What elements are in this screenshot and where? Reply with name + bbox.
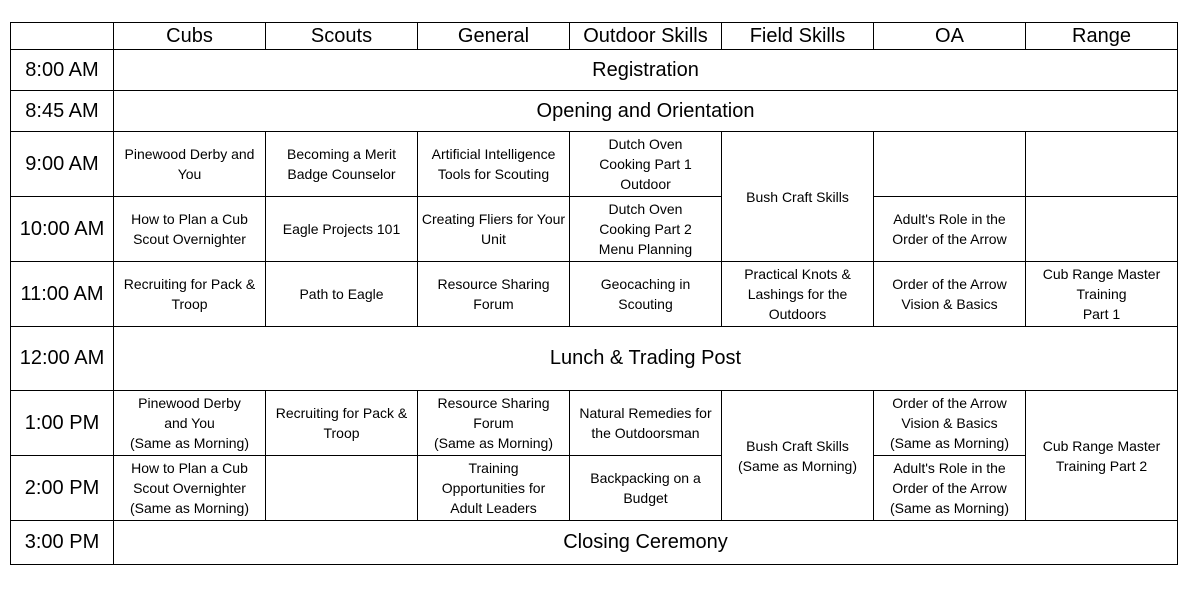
session-cell: Eagle Projects 101 — [266, 197, 418, 262]
empty-cell — [1026, 132, 1178, 197]
row-1200 — [11, 327, 1178, 391]
session-text: Dutch Oven Cooking Part 1 Outdoor — [599, 136, 692, 192]
row-800 — [11, 50, 1178, 91]
empty-cell — [1026, 197, 1178, 262]
row-1000 — [11, 197, 1178, 262]
column-header-range: Range — [1026, 23, 1178, 50]
column-header-field-skills: Field Skills — [722, 23, 874, 50]
session-cell — [114, 456, 266, 521]
session-text: Order of the Arrow Vision & Basics (Same as Morning) — [889, 395, 1010, 451]
row-100 — [11, 391, 1178, 456]
row-200 — [11, 456, 1178, 521]
registration-cell: Registration — [114, 50, 1178, 91]
session-cell — [1026, 262, 1178, 327]
row-1100 — [11, 262, 1178, 327]
lunch-cell: Lunch & Trading Post — [114, 327, 1178, 391]
time-cell: 8:00 AM — [11, 50, 114, 91]
column-header-outdoor-skills: Outdoor Skills — [570, 23, 722, 50]
session-cell — [114, 391, 266, 456]
session-cell: Practical Knots & Lashings for the Outdoors — [722, 262, 874, 327]
session-cell: Natural Remedies for the Outdoorsman — [570, 391, 722, 456]
session-text: Pinewood Derby and You (Same as Morning) — [129, 395, 250, 451]
column-header-cubs: Cubs — [114, 23, 266, 50]
time-cell: 1:00 PM — [11, 391, 114, 456]
session-cell: Artificial Intelligence Tools for Scouting — [418, 132, 570, 197]
session-cell: Resource Sharing Forum — [418, 262, 570, 327]
session-cell: Bush Craft Skills — [722, 132, 874, 262]
session-text: How to Plan a Cub Scout Overnighter (Same as Morning) — [129, 460, 250, 516]
session-cell — [722, 391, 874, 521]
session-cell: Path to Eagle — [266, 262, 418, 327]
session-cell — [570, 132, 722, 197]
session-cell: Recruiting for Pack & Troop — [114, 262, 266, 327]
session-cell — [874, 456, 1026, 521]
session-cell: Recruiting for Pack & Troop — [266, 391, 418, 456]
session-text: Bush Craft Skills (Same as Morning) — [737, 437, 858, 474]
session-cell: Adult's Role in the Order of the Arrow — [874, 197, 1026, 262]
corner-cell — [11, 23, 114, 50]
time-cell: 9:00 AM — [11, 132, 114, 197]
session-cell — [418, 391, 570, 456]
session-cell — [874, 391, 1026, 456]
empty-cell — [266, 456, 418, 521]
session-cell — [570, 197, 722, 262]
time-cell: 8:45 AM — [11, 91, 114, 132]
session-cell: Becoming a Merit Badge Counselor — [266, 132, 418, 197]
empty-cell — [874, 132, 1026, 197]
closing-cell: Closing Ceremony — [114, 521, 1178, 565]
column-header-scouts: Scouts — [266, 23, 418, 50]
row-900 — [11, 132, 1178, 197]
session-cell — [418, 456, 570, 521]
column-header-general: General — [418, 23, 570, 50]
column-header-oa: OA — [874, 23, 1026, 50]
session-cell: Backpacking on a Budget — [570, 456, 722, 521]
session-cell: Pinewood Derby and You — [114, 132, 266, 197]
row-300 — [11, 521, 1178, 565]
time-cell: 10:00 AM — [11, 197, 114, 262]
schedule-table — [10, 22, 1178, 565]
time-cell: 11:00 AM — [11, 262, 114, 327]
session-cell: Order of the Arrow Vision & Basics — [874, 262, 1026, 327]
session-cell: Creating Fliers for Your Unit — [418, 197, 570, 262]
session-text: Cub Range Master Training Part 1 — [1042, 266, 1161, 322]
time-cell: 12:00 AM — [11, 327, 114, 391]
session-text: Resource Sharing Forum (Same as Morning) — [433, 395, 554, 451]
header-row — [11, 23, 1178, 50]
session-text: Dutch Oven Cooking Part 2 Menu Planning — [598, 201, 693, 257]
session-text: Training Opportunities for Adult Leaders — [441, 460, 546, 516]
time-cell: 3:00 PM — [11, 521, 114, 565]
time-cell: 2:00 PM — [11, 456, 114, 521]
row-845 — [11, 91, 1178, 132]
session-cell: Geocaching in Scouting — [570, 262, 722, 327]
session-text: Adult's Role in the Order of the Arrow (Same as Morning) — [889, 460, 1010, 516]
session-cell: Cub Range Master Training Part 2 — [1026, 391, 1178, 521]
opening-cell: Opening and Orientation — [114, 91, 1178, 132]
session-cell: How to Plan a Cub Scout Overnighter — [114, 197, 266, 262]
